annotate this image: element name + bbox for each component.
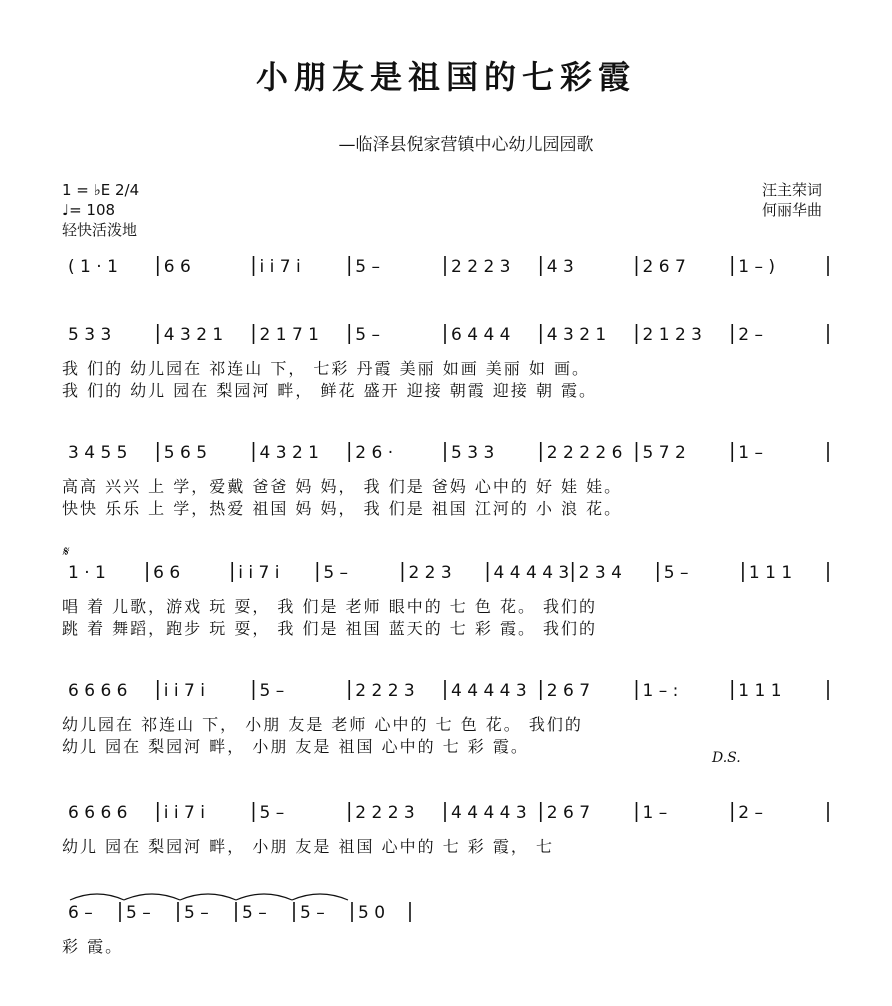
measure-0-0: ( 1 · 1 — [68, 257, 118, 277]
measure-0-4: 2 2 2 3 — [451, 257, 511, 277]
lyric-line-3-1: 跳 着 舞蹈，跑步 玩 耍， 我 们是 祖国 蓝天的 七 彩 霞。 我们的 — [62, 619, 598, 638]
lyricist: 汪主荣词 — [761, 181, 822, 199]
tempo-marking: ♩= 108 — [62, 201, 116, 219]
lyric-line-2-0: 高高 兴兴 上 学，爱戴 爸爸 妈 妈， 我 们是 爸妈 心中的 好 娃 娃。 — [62, 477, 623, 496]
expression-marking: 轻快活泼地 — [62, 221, 138, 239]
measure-5-5: 2 6 7 — [546, 803, 591, 823]
lyric-line-1-0: 我 们的 幼儿园在 祁连山 下， 七彩 丹霞 美丽 如画 美丽 如 画。 — [62, 359, 590, 378]
measure-2-2: 4 3 2 1 — [259, 443, 319, 463]
measure-6-1: 5 – — [126, 903, 151, 923]
measure-6-4: 5 – — [300, 903, 325, 923]
measure-1-7: 2 – — [738, 325, 763, 345]
measure-2-3: 2 6 · — [355, 443, 394, 463]
key-signature: 1 = ♭E 2/4 — [62, 181, 140, 199]
measure-0-3: 5 – — [355, 257, 380, 277]
measure-3-5: 4 4 4 4 3 — [493, 563, 570, 583]
segno-mark: 𝄋 — [62, 544, 69, 560]
measure-3-6: 2 3 4 — [578, 563, 622, 583]
song-subtitle: —临泽县倪家营镇中心幼儿园园歌 — [338, 135, 594, 155]
lyric-line-1-1: 我 们的 幼儿 园在 梨园河 畔， 鲜花 盛开 迎接 朝霞 迎接 朝 霞。 — [62, 381, 598, 400]
measure-3-0: 1 · 1 — [68, 563, 106, 583]
measure-4-1: i i 7 i — [163, 681, 205, 701]
tie-arc-2 — [180, 894, 236, 900]
measure-5-3: 2 2 2 3 — [355, 803, 415, 823]
lyric-line-3-0: 唱 着 儿歌，游戏 玩 耍， 我 们是 老师 眼中的 七 色 花。 我们的 — [62, 597, 598, 616]
measure-3-3: 5 – — [323, 563, 349, 583]
measure-4-0: 6 6 6 6 — [68, 681, 128, 701]
measure-2-6: 5 7 2 — [642, 443, 686, 463]
measure-6-5: 5 0 — [358, 903, 386, 923]
measure-1-1: 4 3 2 1 — [163, 325, 224, 345]
measure-0-6: 2 6 7 — [642, 257, 686, 277]
measure-6-3: 5 – — [242, 903, 267, 923]
tie-arc-4 — [292, 894, 348, 900]
measure-5-6: 1 – — [642, 803, 668, 823]
tie-arc-0 — [70, 894, 124, 900]
measure-6-2: 5 – — [184, 903, 209, 923]
measure-0-7: 1 – ) — [738, 257, 776, 277]
measure-5-1: i i 7 i — [163, 803, 205, 823]
measure-1-5: 4 3 2 1 — [546, 325, 607, 345]
measure-3-1: 6 6 — [153, 563, 181, 583]
measure-6-0: 6 – — [68, 903, 93, 923]
measure-4-2: 5 – — [259, 681, 285, 701]
measure-4-7: 1 1 1 — [738, 681, 782, 701]
measure-0-5: 4 3 — [546, 257, 574, 277]
lyric-line-4-1: 幼儿 园在 梨园河 畔， 小朋 友是 祖国 心中的 七 彩 霞。 — [62, 737, 529, 756]
measure-0-1: 6 6 — [163, 257, 191, 277]
composer: 何丽华曲 — [761, 201, 822, 219]
measure-1-4: 6 4 4 4 — [451, 325, 511, 345]
lyric-line-5-0: 幼儿 园在 梨园河 畔， 小朋 友是 祖国 心中的 七 彩 霞， 七 — [62, 837, 554, 856]
measure-3-2: i i 7 i — [238, 563, 280, 583]
ds-mark: D.S. — [712, 750, 741, 766]
measure-1-6: 2 1 2 3 — [642, 325, 702, 345]
measure-0-2: i i 7 i — [259, 257, 301, 277]
song-title: 小朋友是祖国的七彩霞 — [255, 58, 636, 96]
measure-3-4: 2 2 3 — [408, 563, 452, 583]
measure-5-7: 2 – — [738, 803, 763, 823]
measure-3-8: 1 1 1 — [748, 563, 793, 583]
lyric-line-4-0: 幼儿园在 祁连山 下， 小朋 友是 老师 心中的 七 色 花。 我们的 — [62, 715, 583, 734]
tie-arc-1 — [124, 894, 180, 900]
measure-3-7: 5 – — [663, 563, 689, 583]
measure-4-4: 4 4 4 4 3 — [451, 681, 527, 701]
measure-2-0: 3 4 5 5 — [68, 443, 128, 463]
measure-2-5: 2 2 2 2 6 — [546, 443, 623, 463]
measure-1-0: 5 3 3 — [68, 325, 112, 345]
measure-5-0: 6 6 6 6 — [68, 803, 128, 823]
measure-4-3: 2 2 2 3 — [355, 681, 415, 701]
measure-1-2: 2 1 7 1 — [259, 325, 319, 345]
measure-5-4: 4 4 4 4 3 — [451, 803, 527, 823]
lyric-line-2-1: 快快 乐乐 上 学，热爱 祖国 妈 妈， 我 们是 祖国 江河的 小 浪 花。 — [62, 499, 623, 518]
measure-4-6: 1 – : — [642, 681, 679, 701]
measure-2-4: 5 3 3 — [451, 443, 495, 463]
measure-4-5: 2 6 7 — [546, 681, 591, 701]
lyric-line-6-0: 彩 霞。 — [62, 937, 124, 956]
measure-5-2: 5 – — [259, 803, 285, 823]
measure-2-1: 5 6 5 — [163, 443, 208, 463]
tie-arc-3 — [236, 894, 292, 900]
measure-2-7: 1 – — [738, 443, 763, 463]
measure-1-3: 5 – — [355, 325, 380, 345]
